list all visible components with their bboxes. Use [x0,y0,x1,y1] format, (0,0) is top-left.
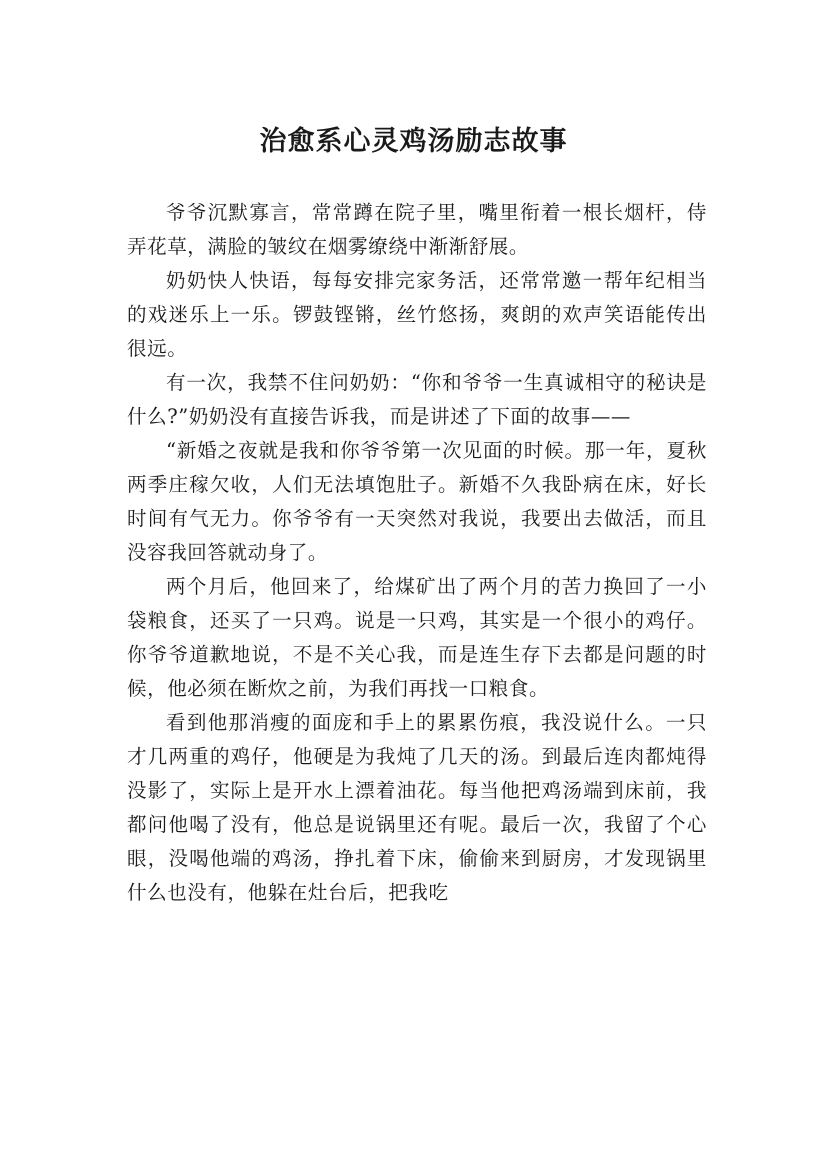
paragraph: 两个月后，他回来了，给煤矿出了两个月的苦力换回了一小袋粮食，还买了一只鸡。说是一只鸡，其实是一个很小的鸡仔。你爷爷道歉地说，不是不关心我，而是连生存下去都是问题的时候，他必须在断炊之前，为我们再找一口粮食。 [127,575,707,700]
document-title: 治愈系心灵鸡汤励志故事 [259,126,568,158]
paragraph: 奶奶快人快语，每每安排完家务活，还常常邀一帮年纪相当的戏迷乐上一乐。锣鼓铿锵，丝竹悠扬，爽朗的欢声笑语能传出很远。 [127,269,707,360]
paragraph: 看到他那消瘦的面庞和手上的累累伤痕，我没说什么。一只才几两重的鸡仔，他硬是为我炖了几天的汤。到最后连肉都炖得没影了，实际上是开水上漂着油花。每当他把鸡汤端到床前，我都问他喝了没有，他总是说锅里还有呢。最后一次，我留了个心眼，没喝他端的鸡汤，挣扎着下床，偷偷来到厨房，才发现锅里什么也没有，他躲在灶台后，把我吃 [127,711,707,904]
paragraph: “新婚之夜就是我和你爷爷第一次见面的时候。那一年，夏秋两季庄稼欠收，人们无法填饱肚子。新婚不久我卧病在床，好长时间有气无力。你爷爷有一天突然对我说，我要出去做活，而且没容我回答就动身了。 [127,439,707,564]
document-body [127,196,707,910]
paragraph: 爷爷沉默寡言，常常蹲在院子里，嘴里衔着一根长烟杆，侍弄花草，满脸的皱纹在烟雾缭绕中渐渐舒展。 [127,201,707,258]
paragraph: 有一次，我禁不住问奶奶：“你和爷爷一生真诚相守的秘诀是什么?”奶奶没有直接告诉我，而是讲述了下面的故事—— [127,371,707,428]
